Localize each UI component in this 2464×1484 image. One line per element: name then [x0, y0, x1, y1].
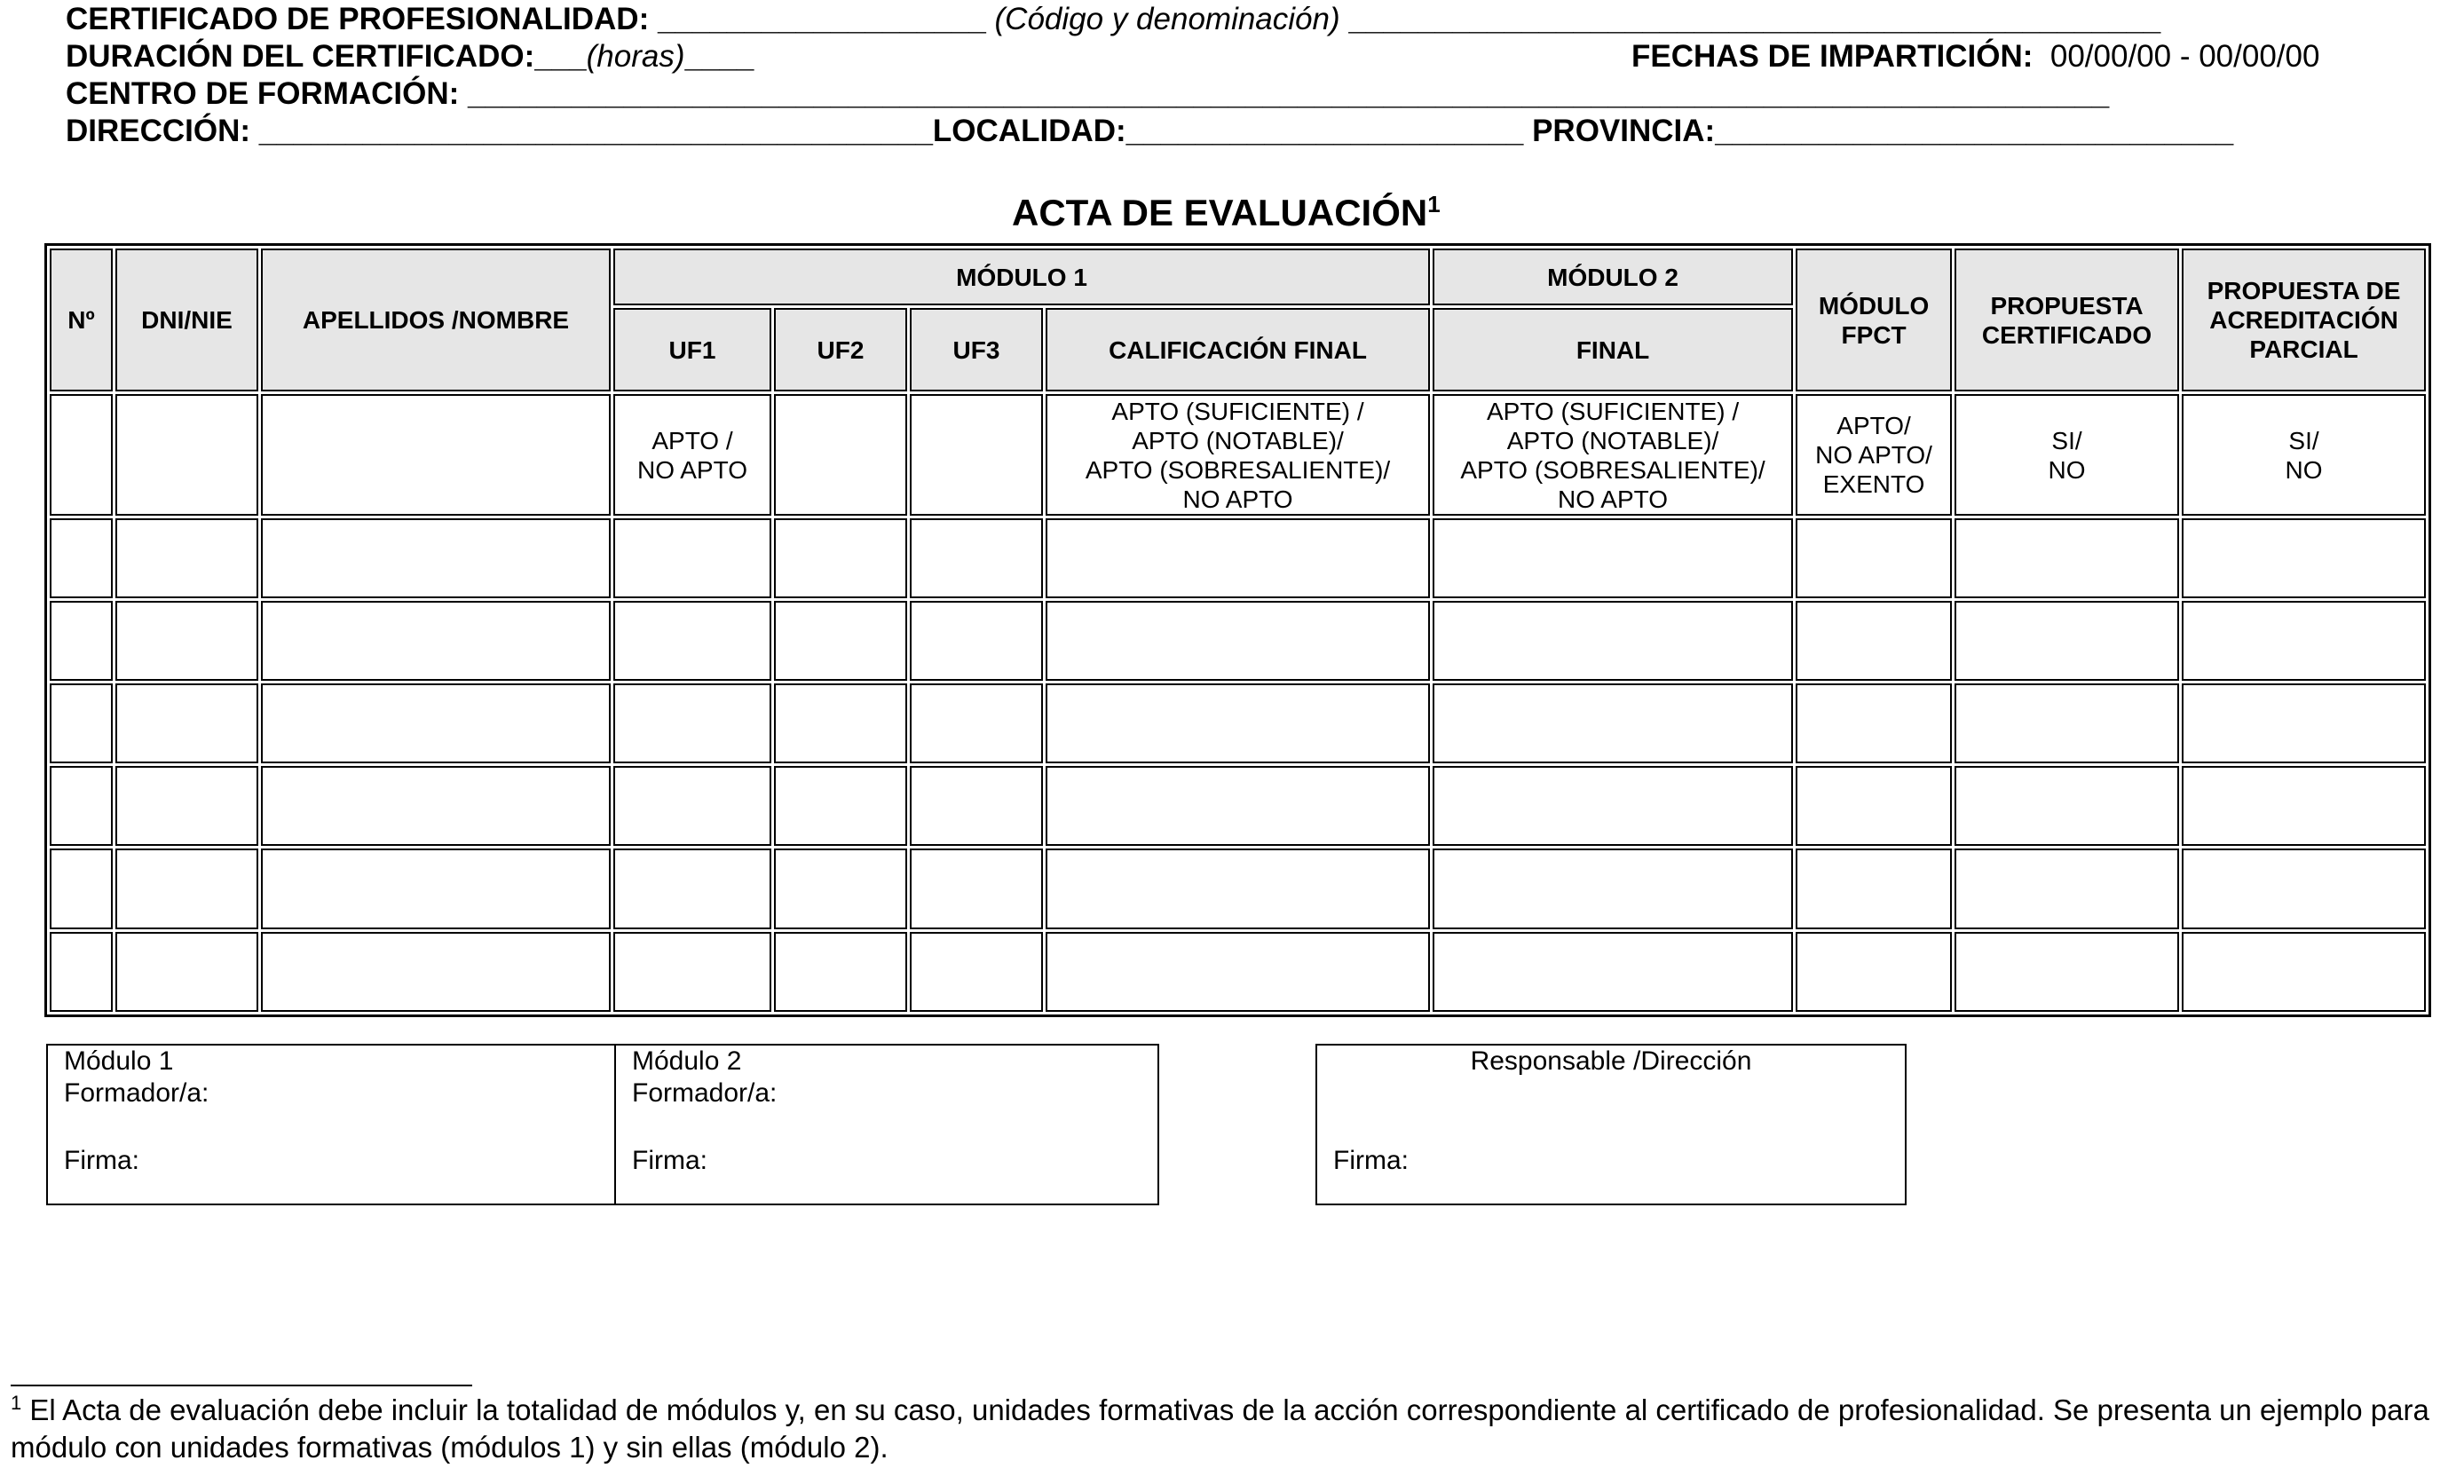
table-header-row-1: [50, 249, 2426, 305]
table-cell[interactable]: [910, 683, 1043, 763]
example-text-line: SI/: [2051, 426, 2082, 454]
col-header-calificacion-final: CALIFICACIÓN FINAL: [1046, 308, 1430, 391]
table-cell[interactable]: [2182, 932, 2426, 1012]
table-row-example: [50, 394, 2426, 515]
header-line-duracion: [66, 39, 754, 75]
page-title-text: ACTA DE EVALUACIÓN: [1012, 192, 1428, 233]
table-row: [50, 849, 2426, 928]
table-cell[interactable]: [774, 518, 907, 598]
table-cell[interactable]: [1796, 518, 1952, 598]
table-cell[interactable]: [115, 601, 258, 681]
table-cell[interactable]: [1796, 683, 1952, 763]
cell-example-propuesta-acreditacion: [2182, 394, 2426, 515]
table-cell[interactable]: [50, 394, 113, 515]
table-cell[interactable]: [50, 766, 113, 846]
table-cell[interactable]: [1955, 683, 2179, 763]
table-cell[interactable]: [910, 849, 1043, 928]
table-cell[interactable]: [115, 766, 258, 846]
col-header-final: FINAL: [1433, 308, 1793, 391]
example-text-line: APTO /: [652, 426, 733, 454]
table-cell[interactable]: [910, 601, 1043, 681]
prop-acr-header-line: PROPUESTA DE: [2207, 277, 2401, 305]
table-cell[interactable]: [613, 518, 771, 598]
table-cell[interactable]: [261, 601, 611, 681]
table-cell[interactable]: [261, 394, 611, 515]
table-row: [50, 766, 2426, 846]
example-text-line: EXENTO: [1822, 470, 1925, 499]
certificado-label: CERTIFICADO DE PROFESIONALIDAD: ___________________: [66, 2, 986, 36]
table-cell[interactable]: [50, 601, 113, 681]
table-cell[interactable]: [910, 766, 1043, 846]
table-cell[interactable]: [261, 932, 611, 1012]
modulo1-title: Módulo 1: [64, 1046, 174, 1076]
footnote-text: El Acta de evaluación debe incluir la totalidad de módulos y, en su caso, unidades formativas de la acción correspondiente al certificado de profesionalidad. Se presenta un ejemplo para módulo con unidades formativas (módulos 1) y sin ellas (módulo 2).: [11, 1393, 2429, 1464]
cell-example-propuesta-certificado: [1955, 394, 2179, 515]
table-cell[interactable]: [1433, 766, 1793, 846]
example-text-line: APTO (NOTABLE)/: [1506, 426, 1719, 454]
prop-acr-header-line: ACREDITACIÓN: [2209, 306, 2398, 335]
fechas-label: FECHAS DE IMPARTICIÓN:: [1631, 39, 2034, 74]
col-header-nombre: APELLIDOS /NOMBRE: [261, 249, 611, 391]
responsable-title: Responsable /Dirección: [1470, 1046, 1752, 1076]
table-cell[interactable]: [910, 394, 1043, 515]
cell-example-final: [1433, 394, 1793, 515]
table-cell[interactable]: [50, 849, 113, 928]
header-line-centro: CENTRO DE FORMACIÓN: _______________________________________________________________________________________________: [66, 76, 2110, 111]
table-row: [50, 683, 2426, 763]
example-text-line: NO APTO: [1182, 485, 1293, 513]
duracion-hint: (horas): [586, 39, 685, 74]
table-cell[interactable]: [261, 849, 611, 928]
table-cell[interactable]: [774, 394, 907, 515]
modulo1-formador-label: Formador/a:: [64, 1078, 209, 1108]
col-header-fpct: [1796, 249, 1952, 391]
table-cell[interactable]: [50, 518, 113, 598]
table-cell[interactable]: [1046, 849, 1430, 928]
table-cell[interactable]: [261, 683, 611, 763]
table-cell[interactable]: [261, 518, 611, 598]
header-line-direccion: DIRECCIÓN: _______________________________________LOCALIDAD:_______________________ PROVINCIA:______________________________: [66, 114, 2234, 148]
col-header-propuesta-acreditacion: [2182, 249, 2426, 391]
modulo2-formador-label: Formador/a:: [632, 1078, 778, 1108]
example-text-line: APTO (SUFICIENTE) /: [1486, 397, 1740, 425]
table-cell[interactable]: [1955, 518, 2179, 598]
fechas-value: 00/00/00 - 00/00/00: [2049, 39, 2320, 74]
example-text-line: APTO/: [1836, 412, 1911, 440]
responsable-firma-label: Firma:: [1333, 1146, 1409, 1175]
footnote-mark: 1: [11, 1392, 22, 1414]
table-cell[interactable]: [774, 683, 907, 763]
table-cell[interactable]: [115, 932, 258, 1012]
evaluation-table: [44, 243, 2431, 1017]
table-cell[interactable]: [774, 766, 907, 846]
table-cell[interactable]: [613, 601, 771, 681]
table-cell[interactable]: [1796, 849, 1952, 928]
table-cell[interactable]: [1046, 766, 1430, 846]
col-header-num: Nº: [50, 249, 113, 391]
page-title: [1012, 192, 1441, 234]
table-cell[interactable]: [2182, 601, 2426, 681]
table-cell[interactable]: [1796, 932, 1952, 1012]
col-header-modulo2: MÓDULO 2: [1433, 249, 1793, 305]
table-cell[interactable]: [1955, 849, 2179, 928]
table-cell[interactable]: [50, 683, 113, 763]
footnote-divider: [11, 1385, 472, 1386]
table-cell[interactable]: [1433, 683, 1793, 763]
col-header-uf3: UF3: [910, 308, 1043, 391]
table-cell[interactable]: [115, 683, 258, 763]
fpct-header-line: MÓDULO: [1818, 291, 1930, 320]
table-cell[interactable]: [2182, 849, 2426, 928]
col-header-propuesta-certificado: [1955, 249, 2179, 391]
cell-example-uf1: [613, 394, 771, 515]
table-cell[interactable]: [1046, 518, 1430, 598]
table-cell[interactable]: [1796, 766, 1952, 846]
table-row: [50, 932, 2426, 1012]
table-cell[interactable]: [1433, 518, 1793, 598]
table-cell[interactable]: [1046, 601, 1430, 681]
example-text-line: NO APTO: [1558, 485, 1669, 513]
prop-cert-header-line: PROPUESTA: [1990, 291, 2144, 320]
modulo2-firma-label: Firma:: [632, 1146, 707, 1175]
example-text-line: APTO (SUFICIENTE) /: [1111, 397, 1364, 425]
table-cell[interactable]: [115, 394, 258, 515]
table-row: [50, 518, 2426, 598]
example-text-line: NO: [2285, 455, 2323, 484]
table-cell[interactable]: [774, 932, 907, 1012]
table-cell[interactable]: [2182, 518, 2426, 598]
table-cell[interactable]: [774, 849, 907, 928]
table-cell[interactable]: [1955, 766, 2179, 846]
table-cell[interactable]: [2182, 683, 2426, 763]
fpct-header-line: FPCT: [1841, 320, 1907, 349]
table-cell[interactable]: [2182, 766, 2426, 846]
certificado-tail: _______________________________________________: [1348, 2, 2161, 36]
table-cell[interactable]: [613, 849, 771, 928]
table-cell[interactable]: [1046, 683, 1430, 763]
col-header-uf1: UF1: [613, 308, 771, 391]
modulo2-title: Módulo 2: [632, 1046, 742, 1076]
example-text-line: NO APTO/: [1815, 441, 1932, 470]
title-footnote-ref: 1: [1427, 191, 1441, 217]
example-text-line: APTO (SOBRESALIENTE)/: [1460, 455, 1765, 484]
table-cell[interactable]: [613, 766, 771, 846]
example-text-line: APTO (NOTABLE)/: [1132, 426, 1344, 454]
header-line-certificado: [66, 2, 2160, 37]
table-cell[interactable]: [613, 683, 771, 763]
header-fechas: [1631, 39, 2319, 75]
table-cell[interactable]: [1796, 601, 1952, 681]
table-cell[interactable]: [261, 766, 611, 846]
table-cell[interactable]: [115, 518, 258, 598]
col-header-uf2: UF2: [774, 308, 907, 391]
table-cell[interactable]: [50, 932, 113, 1012]
col-header-dni: DNI/NIE: [115, 249, 258, 391]
table-cell[interactable]: [1955, 601, 2179, 681]
table-row: [50, 601, 2426, 681]
example-text-line: NO: [2048, 455, 2086, 484]
cell-example-fpct: [1796, 394, 1952, 515]
table-cell[interactable]: [115, 849, 258, 928]
prop-acr-header-line: PARCIAL: [2249, 335, 2358, 364]
table-cell[interactable]: [1433, 601, 1793, 681]
example-text-line: APTO (SOBRESALIENTE)/: [1085, 455, 1391, 484]
table-cell[interactable]: [1955, 932, 2179, 1012]
table-cell[interactable]: [774, 601, 907, 681]
duracion-tail: ____: [684, 39, 754, 74]
prop-cert-header-line: CERTIFICADO: [1981, 320, 2152, 349]
certificado-hint: (Código y denominación): [994, 2, 1340, 36]
table-cell[interactable]: [1046, 932, 1430, 1012]
table-cell[interactable]: [910, 932, 1043, 1012]
table-cell[interactable]: [910, 518, 1043, 598]
example-text-line: SI/: [2288, 426, 2319, 454]
table-cell[interactable]: [1433, 932, 1793, 1012]
footnote: [11, 1392, 2460, 1466]
table-cell[interactable]: [1433, 849, 1793, 928]
duracion-label: DURACIÓN DEL CERTIFICADO:___: [66, 39, 587, 74]
modulo1-firma-label: Firma:: [64, 1146, 139, 1175]
example-text-line: NO APTO: [637, 455, 747, 484]
cell-example-calificacion: [1046, 394, 1430, 515]
table-cell[interactable]: [613, 932, 771, 1012]
col-header-modulo1: MÓDULO 1: [613, 249, 1430, 305]
